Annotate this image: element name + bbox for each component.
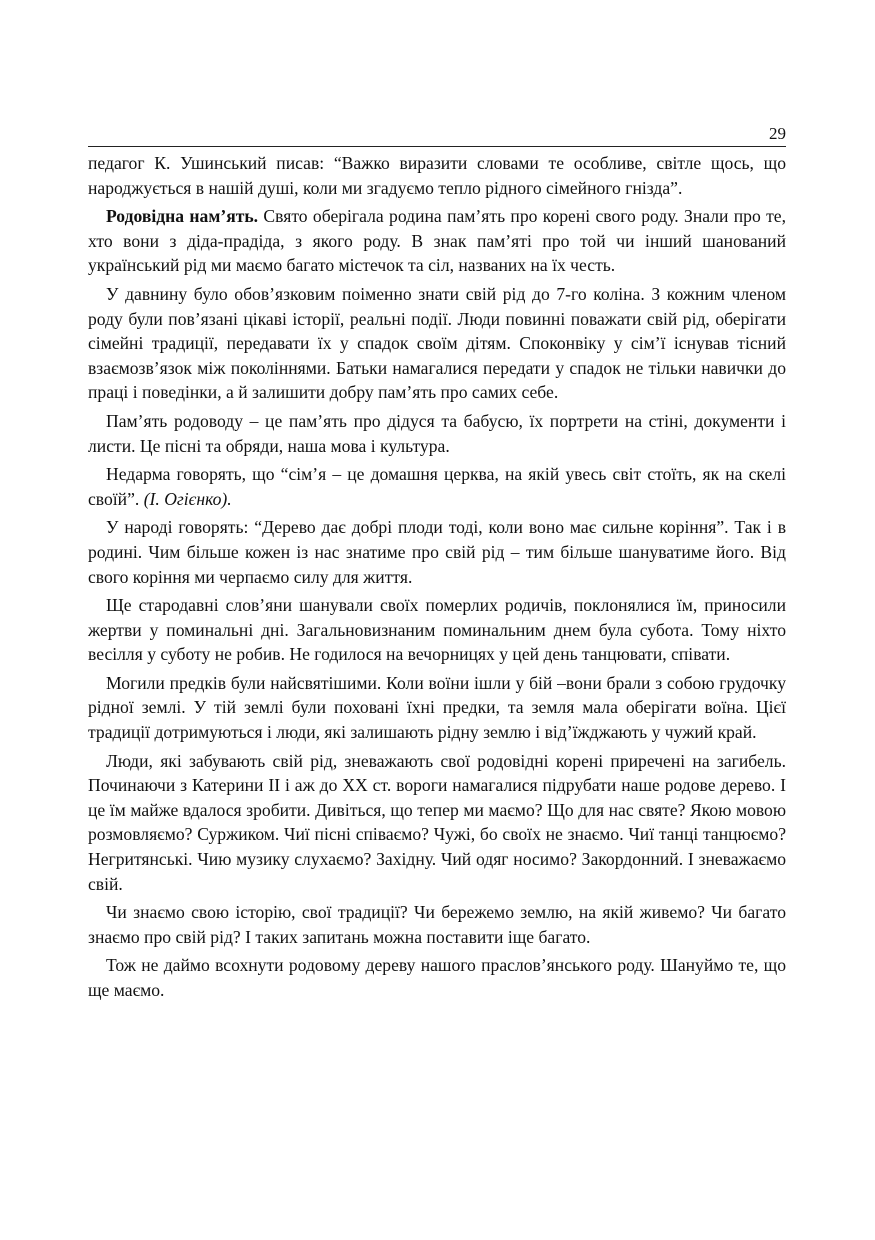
page-body (88, 151, 786, 1007)
paragraph-2-text: Свято оберігала родина пам’ять про корені свого роду. Знали про те, хто вони з діда-прадіда, з якого роду. В знак пам’яті про той чи інший шанований український рід ми маємо багато містечок та сіл, названих на їх честь. (88, 206, 786, 276)
paragraph-3: У давнину було обов’язковим поіменно знати свій рід до 7-го коліна. З кожним членом роду були пов’язані цікаві історії, реальні події. Люди повинні поважати свій рід, оберігати сімейні традиції, передавати їх у спадок своїм дітям. Споконвіку у сім’ї існував тісний взаємозв’язок між поколіннями. Батьки намагалися передати у спадок не тільки навички до праці і поведінки, а й залишити добру пам’ять про самих себе. (88, 283, 786, 403)
paragraph-9: Люди, які забувають свій рід, зневажають свої родовідні корені приречені на загибель. Починаючи з Катерини ІІ і аж до ХХ ст. вороги намагалися підрубати наше родове дерево. І це їм майже вдалося зробити. Дивіться, що тепер ми маємо? Що для нас святе? Якою мовою розмовляємо? Суржиком. Чиї пісні співаємо? Чужі, бо своїх не знаємо. Чиї танці танцюємо? Негритянські. Чию музику слухаємо? Західну. Чий одяг носимо? Закордонний. І зневажаємо свій. (88, 750, 786, 894)
paragraph-5 (88, 462, 786, 511)
citation: (І. Огієнко). (143, 488, 232, 509)
section-heading: Родовідна нам’ять. (106, 206, 259, 227)
header-rule (88, 146, 786, 147)
paragraph-7: Ще стародавні слов’яни шанували своїх померлих родичів, поклонялися їм, приносили жертви у поминальні дні. Загальновизнаним поминальним днем була субота. Тому ніхто весілля у суботу не робив. Не годилося на вечорницях у цей день танцювати, співати. (88, 595, 786, 665)
paragraph-8: Могили предків були найсвятішими. Коли воїни ішли у бій –вони брали з собою грудочку рідної землі. У тій землі були поховані їхні предки, та земля мала оберігати воїна. Цієї традиції дотримуються і люди, які залишають рідну землю і від’їжджають у чужий край. (88, 672, 786, 743)
paragraph-4: Пам’ять родоводу – це пам’ять про дідуся та бабусю, їх портрети на стіні, документи і листи. Це пісні та обряди, наша мова і культура. (88, 410, 786, 456)
page-number: 29 (769, 124, 786, 143)
paragraph-11: Тож не даймо всохнути родовому дереву нашого праслов’янського роду. Шануймо те, що ще маємо. (88, 955, 786, 1000)
paragraph-6: У народі говорять: “Дерево дає добрі плоди тоді, коли воно має сильне коріння”. Так і в родині. Чим більше кожен із нас знатиме про свій рід – тим більше шануватиме його. Від свого коріння ми черпаємо силу для життя. (88, 517, 786, 587)
paragraph-1: педагог К. Ушинський писав: “Важко виразити словами те особливе, світле щось, що народжується в нашій душі, коли ми згадуємо тепло рідного сімейного гнізда”. (88, 153, 786, 198)
paragraph-10: Чи знаємо свою історію, свої традиції? Чи бережемо землю, на якій живемо? Чи багато знаємо про свій рід? І таких запитань можна поставити іще багато. (88, 902, 786, 947)
paragraph-2 (88, 204, 786, 278)
paragraph-5-text: Недарма говорять, що “сім’я – це домашня церква, на якій увесь світ стоїть, як на скелі своїй”. (88, 464, 786, 509)
